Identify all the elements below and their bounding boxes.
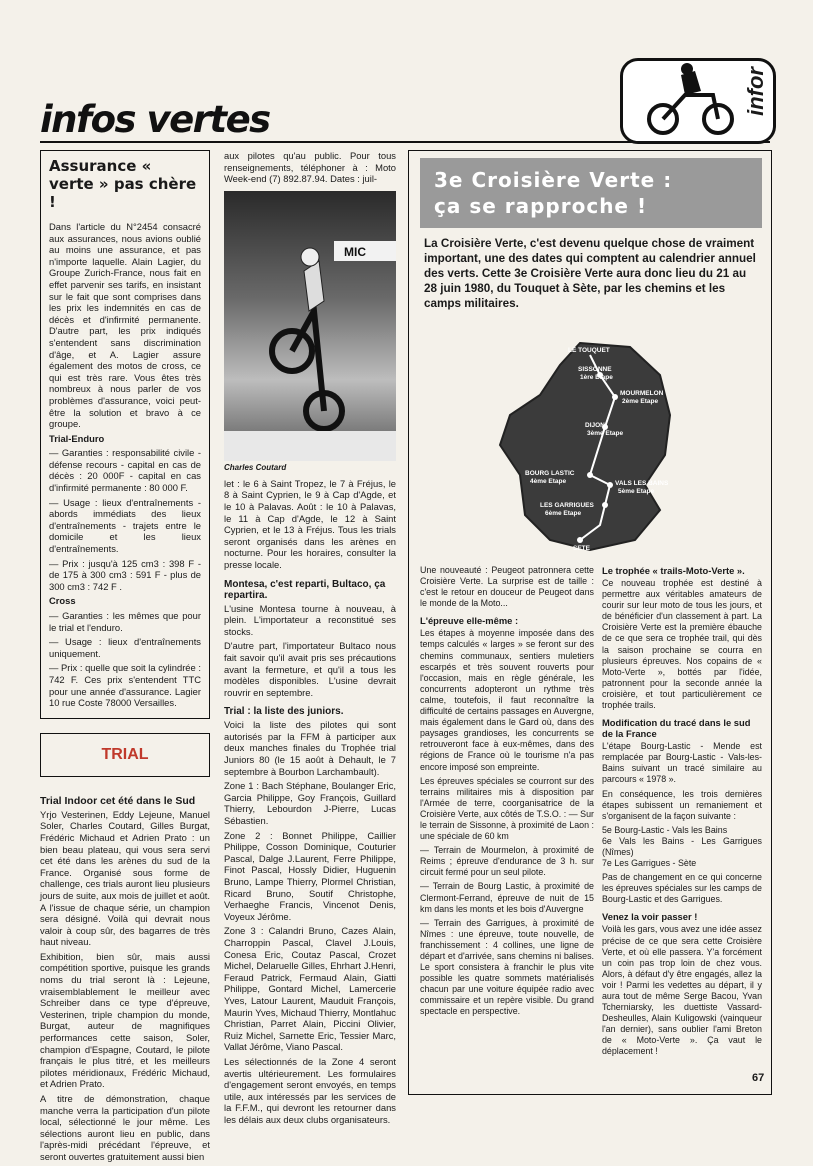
indoor-para: Yrjo Vesterinen, Eddy Lejeune, Manuel Soler, Charles Coutard, Gilles Burgat, Frédéric Michaud et Adrien Prato : un bien beau plateau, qui vous sera servi cet été dans les arènes du sud de la France. Organisé sous forme de challenge, ces trials auront lieu plusieurs jours de suite, aux mois de juillet et août. A l'issue de chaque série, un champion sera désigné. Voilà qui devrait nous valoir à coup sûr, des bagarres de très haut niveau. <box>40 808 210 948</box>
trophy-para: Ce nouveau trophée est destiné à permettre aux véritables amateurs de courir sur leur moto de tous les jours, et de bénéficier d'un classement à part. La Croisière Verte est la première ébauche de ce que sera ce trophée trail, qui dès la saison prochaine se courra en plusieurs épreuves. Nos copains de « Moto-Verte », bottés par l'idée, patronnent pour la seconde année la croisière, et tout particulièrement ce trophée trails. <box>602 578 762 711</box>
trial-label: TRIAL <box>101 745 149 763</box>
juniors-para: Voici la liste des pilotes qui sont autorisés par la FFM à participer aux deux manches finales du Trophée trial Juniors 80 (le 15 août à Dehault, le 7 septembre à Bourbon Larchambault). <box>224 719 396 777</box>
indoor-continued: aux pilotes qu'au public. Pour tous renseignements, téléphoner à : Moto Week-end (7) 892.87.94. Dates : juil- <box>224 150 396 185</box>
venez-para: Voilà les gars, vous avez une idée assez précise de ce que sera cette Croisière Verte, et où elle passera. Y'a forcément un coin pas trop loin de chez vous. Alors, à défaut d'y être engagés, allez la voir ! Parmi les vedettes au départ, il y aura tout de même Serge Bacou, Yvan Tcherniarsky, les duettiste Vassard-Desheulles, Alain Kuligowski (vainqueur l'an dernier), sans oublier l'ami Breton de « Moto-Verte ». Ça vaut le déplacement ! <box>602 924 762 1057</box>
stage-line: 6e Vals les Bains - Les Garrigues (Nîmes) <box>602 835 762 857</box>
route-map <box>430 335 760 560</box>
venez-title: Venez la voir passer ! <box>602 911 698 923</box>
map-label-sissonne-stage: 1ère Etape <box>580 374 613 381</box>
insurance-para: Dans l'article du N°2454 consacré aux assurances, nous avions oublié au moins une assurance, et pas n'importe laquelle. Alain Lagier, du Groupe Zurich-France, nous fait en effet parvenir ses tarifs, en insistant sur le fait que sont comprises dans les prix les indemnités en cas de décès et d'infirmité permanente. D'autre part, les prix indiqués s'entendent sans discrimination d'âge, et A. Lagier assure également des motos de cross, ce qui est très rare. Vous êtes très nombreux à nous parler de vos problèmes d'assurance, voici peut-être la solution et bravo à ce groupe. <box>49 221 201 430</box>
rider-photo <box>224 191 396 461</box>
masthead-title: infos vertes <box>40 98 270 141</box>
juniors-para: Zone 2 : Bonnet Philippe, Caillier Philippe, Cosson Dominique, Couturier Pascal, Dalge J.Laurent, Ferre Philippe, Finot Pascal, Hossly Didier, Huguenin Bruno, Lampe Thierry, Plormel Christian, Ricard Bruno, Soutif Christophe, Verhaeghe Francis, Vincenot Denis, Voyeux Jérôme. <box>224 829 396 922</box>
trial-rider-image <box>224 191 396 461</box>
modif-title: Modification du tracé dans le sud de la France <box>602 717 751 740</box>
insurance-title: Assurance « verte » pas chère ! <box>49 157 197 211</box>
map-label-touquet: LE TOUQUET <box>568 347 610 354</box>
montesa-para: L'usine Montesa tourne à nouveau, à plein. L'importateur a reconstitué ses stocks. <box>224 602 396 637</box>
montesa-title: Montesa, c'est reparti, Bultaco, ça repartira. <box>224 578 386 601</box>
insurance-para: — Usage : lieux d'entraînements uniquement. <box>49 636 201 659</box>
croisiere-para: Une nouveauté : Peugeot patronnera cette Croisière Verte. La surprise est de taille : c'est le retour en douceur de Peugeot dans le monde de la Moto... <box>420 565 594 609</box>
photo-caption: Charles Coutard <box>224 462 287 472</box>
insurance-article <box>40 150 210 719</box>
column-3 <box>420 565 594 1021</box>
croisiere-banner <box>420 158 762 228</box>
insurance-para: — Prix : jusqu'à 125 cm3 : 398 F - de 175 à 300 cm3 : 591 F - plus de 300 cm3 : 742 F . <box>49 557 201 592</box>
map-label-dijon-stage: 3ème Etape <box>587 430 624 437</box>
insurance-subhead: Cross <box>49 595 76 607</box>
map-label-sissonne: SISSONNE <box>578 366 612 373</box>
map-label-vals: VALS LES BAINS <box>615 480 669 487</box>
insurance-para: — Usage : lieux d'entraînements - abords immédiats des lieux d'entraînements - trajets entre le domicile et les lieux d'entraînements. <box>49 496 201 555</box>
banner-line-1: 3e Croisière Verte : <box>434 168 673 192</box>
map-label-garrigues-stage: 6ème Etape <box>545 510 582 517</box>
column-1 <box>40 150 210 1166</box>
modif-para: L'étape Bourg-Lastic - Mende est remplacée par Bourg-Lastic - Vals-les-Bains suivant un tracé similaire au parcours « 1978 ». <box>602 741 762 785</box>
insurance-para: — Prix : quelle que soit la cylindrée : 742 F. Ces prix s'entendent TTC pour une année d'assurance. Lagier 10 rue Coste 78000 Versailles. <box>49 662 201 709</box>
croisiere-para: — Terrain de Mourmelon, à proximité de Reims ; épreuve d'endurance de 3 h. sur circuit fermé pour un seul pilote. <box>420 845 594 878</box>
indoor-para: Exhibition, bien sûr, mais aussi compétition sportive, puisque les grands noms du trial seront là : Lejeune, vraisemblablement le meilleur avec Schreiber dans ce type d'épreuve, Vesterinen, triple champion du monde, Burgat, auteur de magnifiques performances cette saison, Soler, champion d'Espagne, Coutard, le pilote français le plus titré, et les meilleurs pilotes méridionaux, Frédéric Michaud, et Adrien Prato. <box>40 950 210 1090</box>
juniors-para: Zone 1 : Bach Stéphane, Boulanger Eric, Garcia Philippe, Goy François, Guillard Thierry, Lebourdon J-Pierre, Lucas Sébastien. <box>224 780 396 827</box>
modif-para: En conséquence, les trois dernières étapes subissent un remaniement et s'organisent de la façon suivante : <box>602 788 762 821</box>
map-label-garrigues: LES GARRIGUES <box>540 502 594 509</box>
infor-logo <box>620 58 776 144</box>
croisiere-para: — Terrain de Bourg Lastic, à proximité de Clermont-Ferrand, épreuve de nuit de 15 km dans les monts et les bois d'Auvergne <box>420 881 594 914</box>
croisiere-para: Les épreuves spéciales se courront sur des terrains militaires mis à disposition par l'Armée de terre, coorganisatrice de la Croisière Verte, aux côtés de T.S.O. : — Sur le terrain de Sissonne, à proximité de Laon : une spéciale de 60 km <box>420 775 594 842</box>
column-4 <box>602 565 762 1061</box>
map-label-mourmelon: MOURMELON <box>620 390 664 397</box>
map-label-sete: SETE <box>573 545 590 552</box>
juniors-title: Trial : la liste des juniors. <box>224 706 344 718</box>
croisiere-para: — Terrain des Garrigues, à proximité de Nîmes : une épreuve, toute nouvelle, de franchissement : 4 collines, une ligne de départ et d'arrivée, sans chemins ni balises. Le sport consistera à franchir le plus vite possible les quatre sommets matérialisés chacun par une voiture équipée radio avec commissaire et un repère visible. Du grand spectacle en perspective. <box>420 917 594 1017</box>
modif-para: Pas de changement en ce qui concerne les épreuves spéciales sur les camps de Bourg-Lastic et des Garrigues. <box>602 872 762 905</box>
france-route-map-icon <box>430 335 760 560</box>
dates-para: let : le 6 à Saint Tropez, le 7 à Fréjus, le 8 à Saint Cyprien, le 9 à Cap d'Agde, et le 10 à Palavas. Août : le 10 à Palavas, le 11 à Cap d'Agde, le 12 à Saint Cyprien, et le 13 à Fréjus. Tous les trials seront organisés dans les arènes en nocturne. Pour les horaires, consulter la presse locale. <box>224 477 396 570</box>
map-label-bourg-stage: 4ème Etape <box>530 478 567 485</box>
map-label-dijon: DIJON <box>585 422 605 429</box>
banner-line-2: ça se rapproche ! <box>434 194 648 218</box>
juniors-para: Zone 3 : Calandri Bruno, Cazes Alain, Charroppin Pascal, Clavel J.Louis, Conesa Eric, Coutaz Pascal, Crozet Michel, Delaruelle Gilles, Ehrhart J.Henri, Feraud Patrick, Fermaud Alain, Giatti Philippe, Gontard Michel, Lamercerie Yves, Latour Laurent, Mauduit François, Maurin Yves, Michaud Thierry, Montlahuc Christian, Parret Alain, Piccini Olivier, Ruiz Michel, Sarnette Eric, Tessier Marc, Vallat Jérôme, Viano Pascal. <box>224 925 396 1053</box>
epreuve-title: L'épreuve elle-même : <box>420 615 519 627</box>
indoor-para: A titre de démonstration, chaque manche verra la participation d'un pilote local, sélectionné le jour même. Les sélections auront lieu en public, dans l'après-midi précédant l'épreuve, et seront ouvertes gratuitement aussi bien <box>40 1093 210 1162</box>
insurance-subhead: Trial-Enduro <box>49 432 105 444</box>
trophy-title: Le trophée « trails-Moto-Verte ». <box>602 565 745 576</box>
map-label-vals-stage: 5ème Etape <box>618 488 655 495</box>
map-label-bourg: BOURG LASTIC <box>525 470 575 477</box>
column-2 <box>224 150 396 1128</box>
juniors-para: Les sélectionnés de la Zone 4 seront avertis ultérieurement. Les formulaires d'engagement seront envoyés, en temps utile, aux intéressés par les services de la F.F.M., qui devront les retourner dans les délais aux deux clubs organisateurs. <box>224 1055 396 1125</box>
insurance-para: — Garanties : les mêmes que pour le trial et l'enduro. <box>49 610 201 633</box>
stage-line: 5e Bourg-Lastic - Vals les Bains <box>602 824 728 835</box>
montesa-para: D'autre part, l'importateur Bultaco nous fait savoir qu'il avait pris ses précautions avant la fermeture, et qu'il a tous les modèles disponibles. L'usine devrait rouvrir en septembre. <box>224 640 396 698</box>
croisiere-para: Les étapes à moyenne imposée dans des temps calculés « larges » se feront sur des chemins communaux, sentiers muletiers escarpés et très souvent rouverts pour l'occasion, mais en règle générale, les concurrents adopteront un rythme très calme, toutefois, il faut reconnaître la difficulté de certains passages en Auvergne, mais également dans le Gard où, dans des paysages grandioses, les concurrents se retrouveront face à eux-mêmes, dans des régions de France où le tourisme n'a pas encore imposé son empreinte. <box>420 628 594 772</box>
stage-line: 7e Les Garrigues - Sète <box>602 858 697 869</box>
logo-word: infor <box>743 67 768 116</box>
indoor-title: Trial Indoor cet été dans le Sud <box>40 794 196 807</box>
map-label-mourmelon-stage: 2ème Etape <box>622 398 659 405</box>
croisiere-lead: La Croisière Verte, c'est devenu quelque chose de vraiment important, une des dates qui comptent au calendrier annuel des verts. Cette 3e Croisière Verte aura donc lieu du 21 au 28 juin 1980, du Touquet à Sète, par les chemins et les camps militaires. <box>424 237 756 310</box>
insurance-para: — Garanties : responsabilité civile - défense recours - capital en cas de décès : 20 000F - capital en cas d'infirmité permanente : 80 000 F. <box>49 447 201 494</box>
page-number: 67 <box>752 1072 765 1084</box>
photo-sign-text: MIC <box>344 244 366 259</box>
trial-section-header <box>40 733 210 777</box>
